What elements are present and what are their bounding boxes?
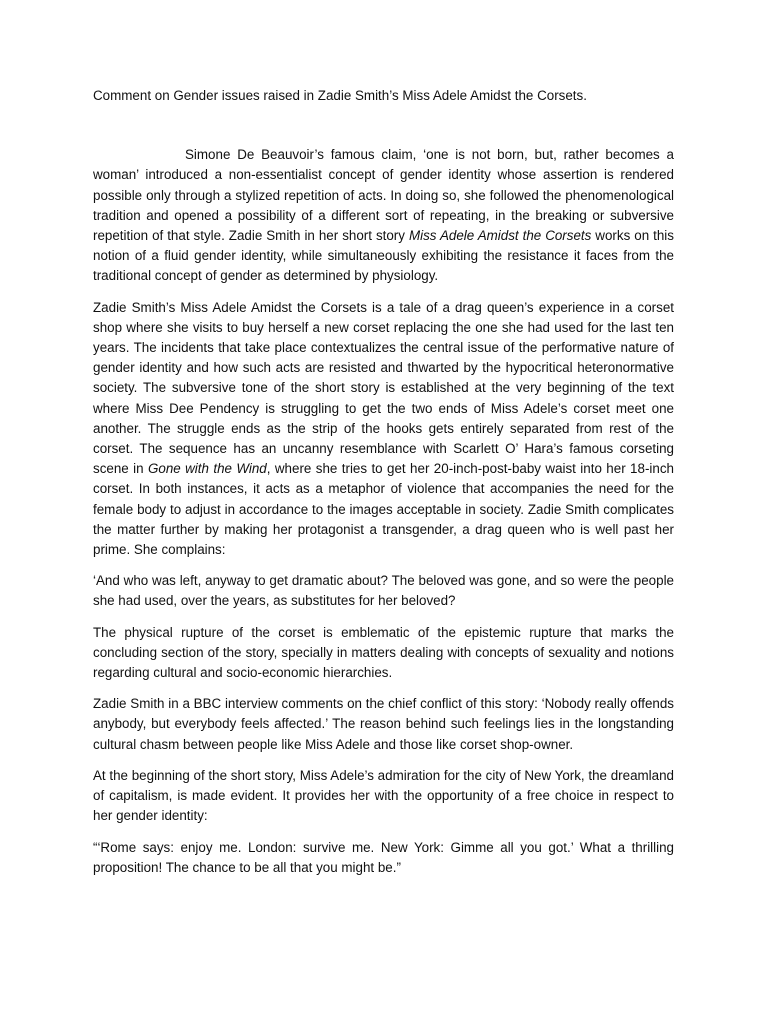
paragraph-text: ‘And who was left, anyway to get dramatic about? The beloved was gone, and so were the people she had used, over the years, as substitutes for her beloved? [93, 573, 674, 609]
document-page [93, 86, 674, 889]
paragraph-text: works on this notion of a fluid gender identity, while simultaneously exhibiting the resistance it faces from the traditional concept of gender as determined by physiology. [93, 228, 674, 284]
paragraph-text: Zadie Smith’s Miss Adele Amidst the Corsets is a tale of a drag queen’s experience in a corset shop where she visits to buy herself a new corset replacing the one she had used for the last ten years. The incidents that take place contextualizes the central issue of the performative nature of gender identity and how such acts are resisted and thwarted by the hypocritical heteronormative society. The subversive tone of the short story is established at the very beginning of the text where Miss Dee Pendency is struggling to get the two ends of Miss Adele’s corset meet one another. The struggle ends as the strip of the hooks gets entirely separated from rest of the corset. The sequence has an uncanny resemblance with Scarlett O’ Hara’s famous corseting scene in [93, 299, 674, 477]
paragraph-text: , where she tries to get her 20-inch-post-baby waist into her 18-inch corset. In both instances, it acts as a metaphor of violence that accompanies the need for the female body to adjust in accordance to the images acceptable in society. Zadie Smith complicates the matter further by making her protagonist a transgender, a drag queen who is well past her prime. She complains: [93, 461, 674, 558]
paragraph-text: The physical rupture of the corset is emblematic of the epistemic rupture that marks the concluding section of the story, specially in matters dealing with concepts of sexuality and notions regarding cultural and socio-economic hierarchies. [93, 624, 674, 681]
film-title-italic: Gone with the Wind [147, 461, 267, 477]
paragraph-bbc-interview [93, 694, 674, 755]
paragraph-quote-rome [93, 838, 674, 878]
paragraph-new-york [93, 766, 674, 827]
paragraph-text: At the beginning of the short story, Miss Adele’s admiration for the city of New York, the dreamland of capitalism, is made evident. It provides her with the opportunity of a free choice in respect to her gender identity: [93, 767, 674, 824]
document-title: Comment on Gender issues raised in Zadie Smith’s Miss Adele Amidst the Corsets. [93, 88, 587, 103]
paragraph-physical-rupture [93, 623, 674, 684]
paragraph-beauvoir-claim [93, 145, 674, 286]
paragraph-text: Zadie Smith in a BBC interview comments on the chief conflict of this story: ‘Nobody really offends anybody, but everybody feels affected.’ The reason behind such feelings lies in the longstanding cultural chasm between people like Miss Adele and those like corset shop-owner. [93, 696, 674, 752]
paragraph-drag-queen-tale [93, 298, 674, 561]
paragraph-text: Simone De Beauvoir’s famous claim, ‘one is not born, but, rather becomes a woman’ introduced a non-essentialist concept of gender identity whose assertion is rendered possible only through a stylized repetition of acts. In doing so, she followed the phenomenological tradition and opened a possibility of a different sort of repeating, in the breaking or subversive repetition of that style. Zadie Smith in her short story [93, 147, 674, 244]
paragraph-text: “‘Rome says: enjoy me. London: survive me. New York: Gimme all you got.’ What a thrilling proposition! The chance to be all that you might be.” [93, 839, 674, 875]
paragraph-quote-beloved [93, 571, 674, 611]
story-title-italic: Miss Adele Amidst the Corsets [408, 228, 592, 244]
